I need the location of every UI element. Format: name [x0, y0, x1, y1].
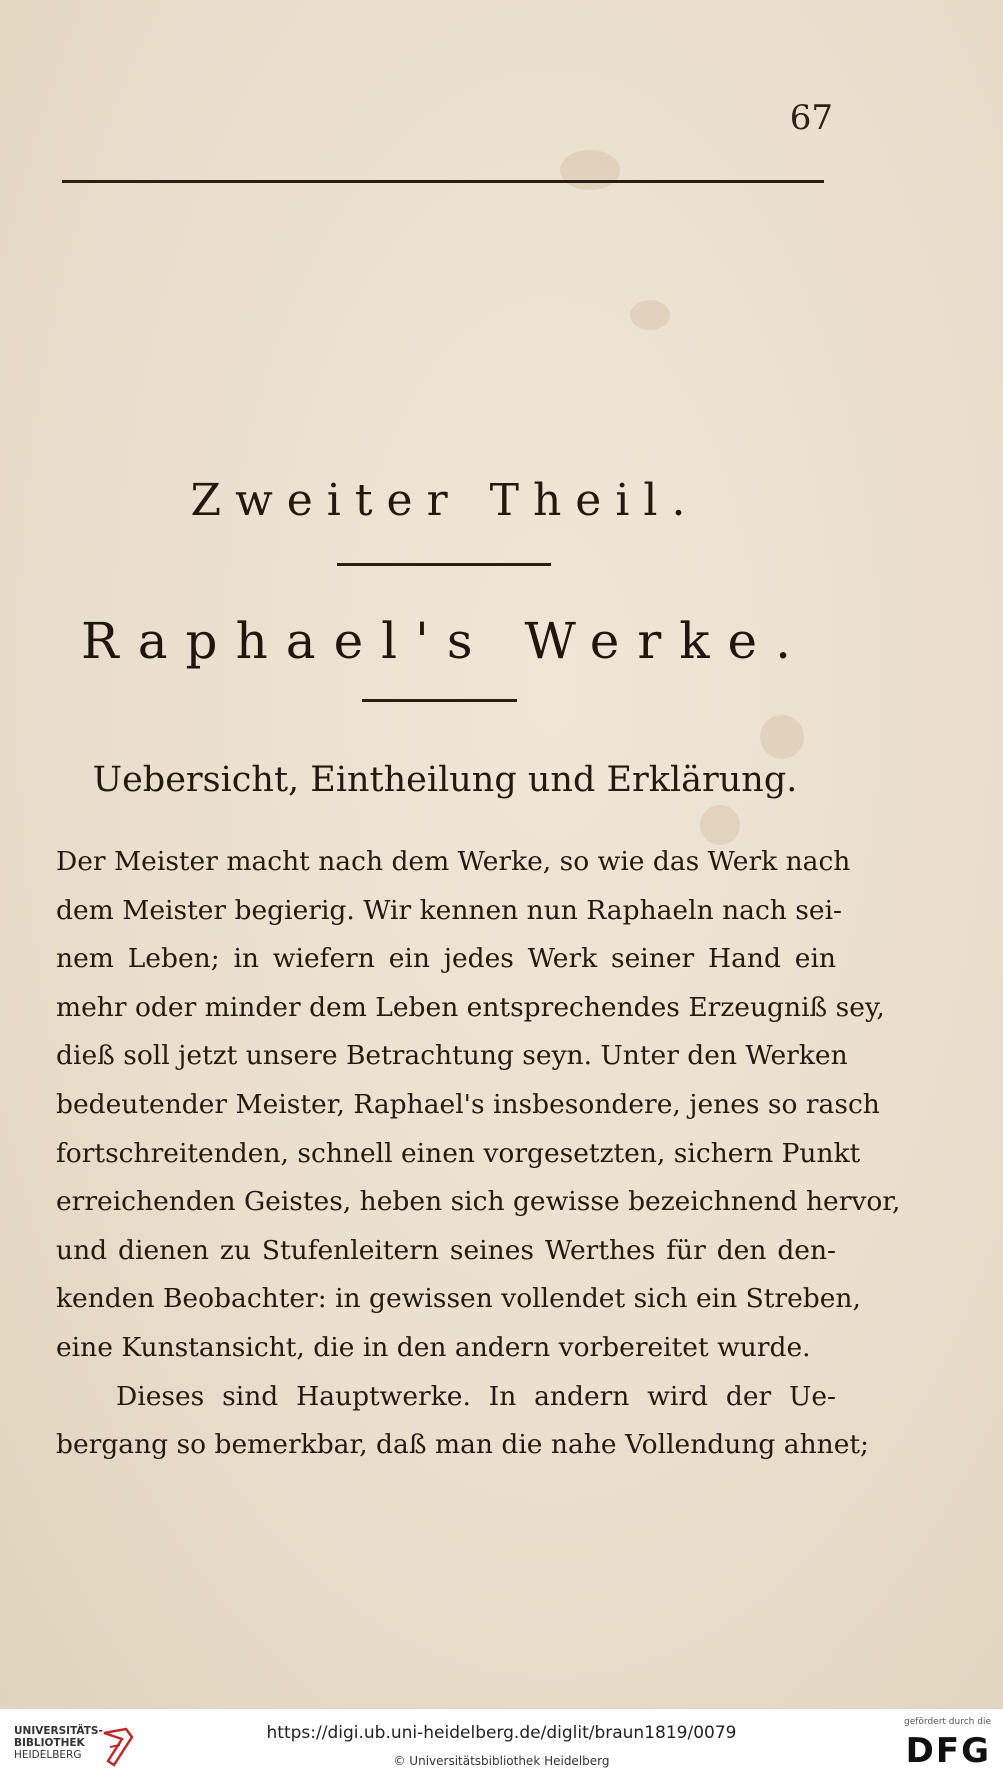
paper-stain [630, 300, 670, 330]
text-line: bergang so bemerkbar, daß man die nahe Vollendung ahnet; [56, 1429, 869, 1461]
text-line: eine Kunstansicht, die in den andern vorbereitet wurde. [56, 1331, 811, 1363]
text-line: kenden Beobachter: in gewissen vollendet sich ein Streben, [56, 1283, 861, 1315]
title-divider [362, 699, 517, 702]
paper-stain [760, 715, 804, 759]
paper-stain [560, 150, 620, 190]
text-line: mehr oder minder dem Leben entsprechendes Erzeugniß sey, [56, 991, 885, 1023]
text-line: erreichenden Geistes, heben sich gewisse bezeichnend hervor, [56, 1186, 901, 1218]
body-text [56, 838, 901, 1470]
text-line: Dieses sind Hauptwerke. In andern wird der Ue- [116, 1380, 836, 1412]
permalink[interactable]: https://digi.ub.uni-heidelberg.de/diglit/braun1819/0079 [266, 1723, 737, 1743]
dfg-logo[interactable]: DFG [905, 1731, 991, 1771]
text-line: fortschreitenden, schnell einen vorgesetzten, sichern Punkt [56, 1137, 861, 1169]
text-line: dem Meister begierig. Wir kennen nun Raphaeln nach sei- [56, 894, 842, 926]
section-heading: Uebersicht, Eintheilung und Erklärung. [92, 760, 798, 800]
text-line: dieß soll jetzt unsere Betrachtung seyn. Unter den Werken [56, 1040, 848, 1072]
page-number: 67 [789, 98, 833, 138]
viewer-footer [0, 1708, 1003, 1781]
title-divider [337, 563, 551, 566]
funding-note: gefördert durch die [904, 1717, 991, 1727]
text-line: Der Meister macht nach dem Werke, so wie das Werk nach [56, 846, 851, 877]
text-line: und dienen zu Stufenleitern seines Werthes für den den- [56, 1234, 836, 1266]
header-rule [62, 180, 824, 183]
text-line: bedeutender Meister, Raphael's insbesondere, jenes so rasch [56, 1088, 880, 1120]
logo-line: UNIVERSITÄTS- [14, 1725, 103, 1737]
logo-line: BIBLIOTHEK [14, 1737, 85, 1749]
copyright-notice: © Universitätsbibliothek Heidelberg [393, 1754, 610, 1768]
work-title: Raphael's Werke. [80, 612, 810, 670]
text-line: nem Leben; in wiefern ein jedes Werk seiner Hand ein [56, 943, 836, 975]
part-title: Zweiter Theil. [190, 475, 700, 526]
logo-line: HEIDELBERG [14, 1749, 82, 1761]
